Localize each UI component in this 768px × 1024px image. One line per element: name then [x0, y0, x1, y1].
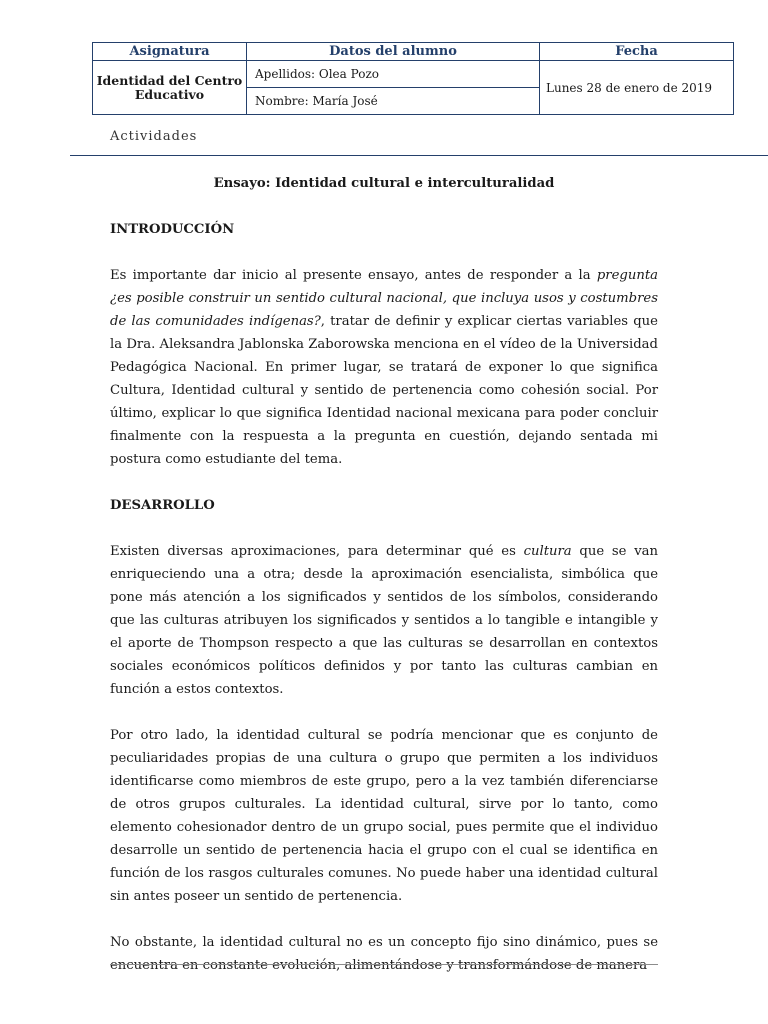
col-header-date: Fecha: [540, 43, 734, 61]
dev-text-b: que se van enriqueciendo una a otra; desde la aproximación esencialista, simbólica que pone más atención a los significados y sentidos de los símbolos, considerando que las culturas atribuyen los significados y sentidos a lo tangible e intangible y el aporte de Thompson respecto a que las culturas se desarrollan en contextos sociales económicos políticos definidos y por tanto las culturas cambian en función a estos contextos.: [110, 544, 658, 697]
subject-value: Identidad del Centro Educativo: [93, 61, 247, 115]
intro-text-b: , tratar de definir y explicar ciertas variables que la Dra. Aleksandra Jablonska Zaborowska menciona en el vídeo de la Universidad Pedagógica Nacional. En primer lugar, se tratará de exponer lo que significa Cultura, Identidad cultural y sentido de pertenencia como cohesión social. Por último, explicar lo que significa Identidad nacional mexicana para poder concluir finalmente con la respuesta a la pregunta en cuestión, dejando sentada mi postura como estudiante del tema.: [110, 314, 658, 467]
date-value: Lunes 28 de enero de 2019: [540, 61, 734, 115]
development-paragraph-3: No obstante, la identidad cultural no es un concepto fijo sino dinámico, pues se encuentra en constante evolución, alimentándose y transformándose de manera: [110, 935, 658, 973]
col-header-subject: Asignatura: [93, 43, 247, 61]
dev-text-a: Existen diversas aproximaciones, para determinar qué es: [110, 544, 524, 559]
intro-question: pregunta ¿es posible construir un sentido cultural nacional, que incluya usos y costumbres de las comunidades indígenas?: [110, 268, 658, 329]
development-heading: DESARROLLO: [110, 498, 215, 513]
intro-paragraph: [110, 264, 658, 471]
essay-title: Ensayo: Identidad cultural e interculturalidad: [213, 176, 555, 191]
surname-value: Apellidos: Olea Pozo: [247, 61, 540, 88]
col-header-student: Datos del alumno: [247, 43, 540, 61]
name-value: Nombre: María José: [247, 88, 540, 115]
development-paragraph-2: Por otro lado, la identidad cultural se podría mencionar que es conjunto de peculiaridades propias de una cultura o grupo que permiten a los individuos identificarse como miembros de este grupo, pero a la vez también diferenciarse de otros grupos culturales. La identidad cultural, sirve por lo tanto, como elemento cohesionador dentro de un grupo social, pues permite que el individuo desarrolle un sentido de pertenencia hacia el grupo con el cual se identifica en función de los rasgos culturales comunes. No puede haber una identidad cultural sin antes poseer un sentido de pertenencia.: [110, 728, 658, 904]
activities-label: Actividades: [110, 129, 198, 144]
header-table: [92, 42, 734, 115]
footer-divider: [110, 964, 658, 965]
dev-culture-term: cultura: [523, 544, 572, 559]
development-paragraph-1: [110, 540, 658, 701]
header-divider: [70, 155, 768, 156]
intro-heading: INTRODUCCIÓN: [110, 222, 235, 237]
essay-body: [110, 172, 658, 1000]
intro-text-a: Es importante dar inicio al presente ensayo, antes de responder a la: [110, 268, 597, 283]
